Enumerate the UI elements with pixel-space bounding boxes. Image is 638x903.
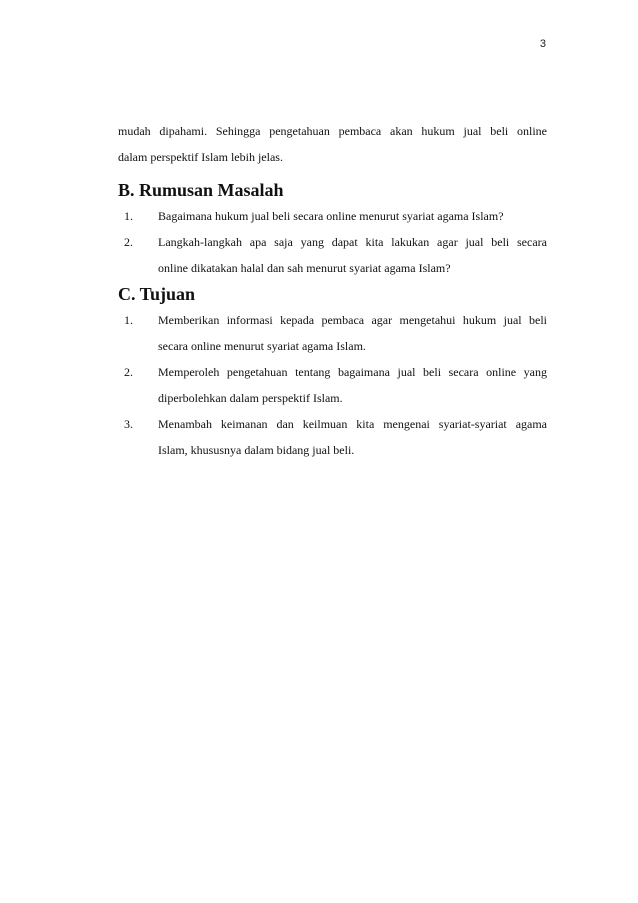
list-item — [118, 359, 547, 411]
list-item-line: Memberikan informasi kepada pembaca agar mengetahui hukum jual beli — [158, 313, 547, 327]
list-item-number: 1. — [124, 209, 133, 223]
section-heading-tujuan: C. Tujuan — [118, 284, 196, 304]
list-item-line: Bagaimana hukum jual beli secara online menurut syariat agama Islam? — [158, 209, 504, 223]
list-item — [118, 229, 547, 281]
list-item — [118, 307, 547, 359]
list-item-text — [158, 411, 547, 463]
list-item — [118, 203, 547, 229]
rumusan-masalah-list — [118, 203, 547, 281]
list-item-text — [158, 359, 547, 411]
section-heading-rumusan-masalah: B. Rumusan Masalah — [118, 180, 284, 200]
list-item — [118, 411, 547, 463]
intro-line: dalam perspektif Islam lebih jelas. — [118, 150, 283, 164]
list-item-text — [158, 203, 547, 229]
list-item-line: Islam, khususnya dalam bidang jual beli. — [158, 443, 355, 457]
intro-paragraph — [118, 118, 547, 170]
list-item-number: 2. — [124, 365, 133, 379]
list-item-line: Memperoleh pengetahuan tentang bagaimana jual beli secara online yang — [158, 365, 547, 379]
list-item-number: 1. — [124, 313, 133, 327]
list-item-number: 3. — [124, 417, 133, 431]
list-item-line: secara online menurut syariat agama Islam. — [158, 339, 366, 353]
list-item-line: online dikatakan halal dan sah menurut syariat agama Islam? — [158, 261, 451, 275]
tujuan-list — [118, 307, 547, 463]
document-body — [118, 118, 547, 463]
list-item-line: diperbolehkan dalam perspektif Islam. — [158, 391, 343, 405]
list-item-number: 2. — [124, 235, 133, 249]
list-item-text — [158, 307, 547, 359]
list-item-text — [158, 229, 547, 281]
list-item-line: Menambah keimanan dan keilmuan kita mengenai syariat-syariat agama — [158, 417, 547, 431]
intro-line: mudah dipahami. Sehingga pengetahuan pembaca akan hukum jual beli online — [118, 124, 547, 138]
list-item-line: Langkah-langkah apa saja yang dapat kita lakukan agar jual beli secara — [158, 235, 547, 249]
page-number: 3 — [539, 38, 546, 50]
